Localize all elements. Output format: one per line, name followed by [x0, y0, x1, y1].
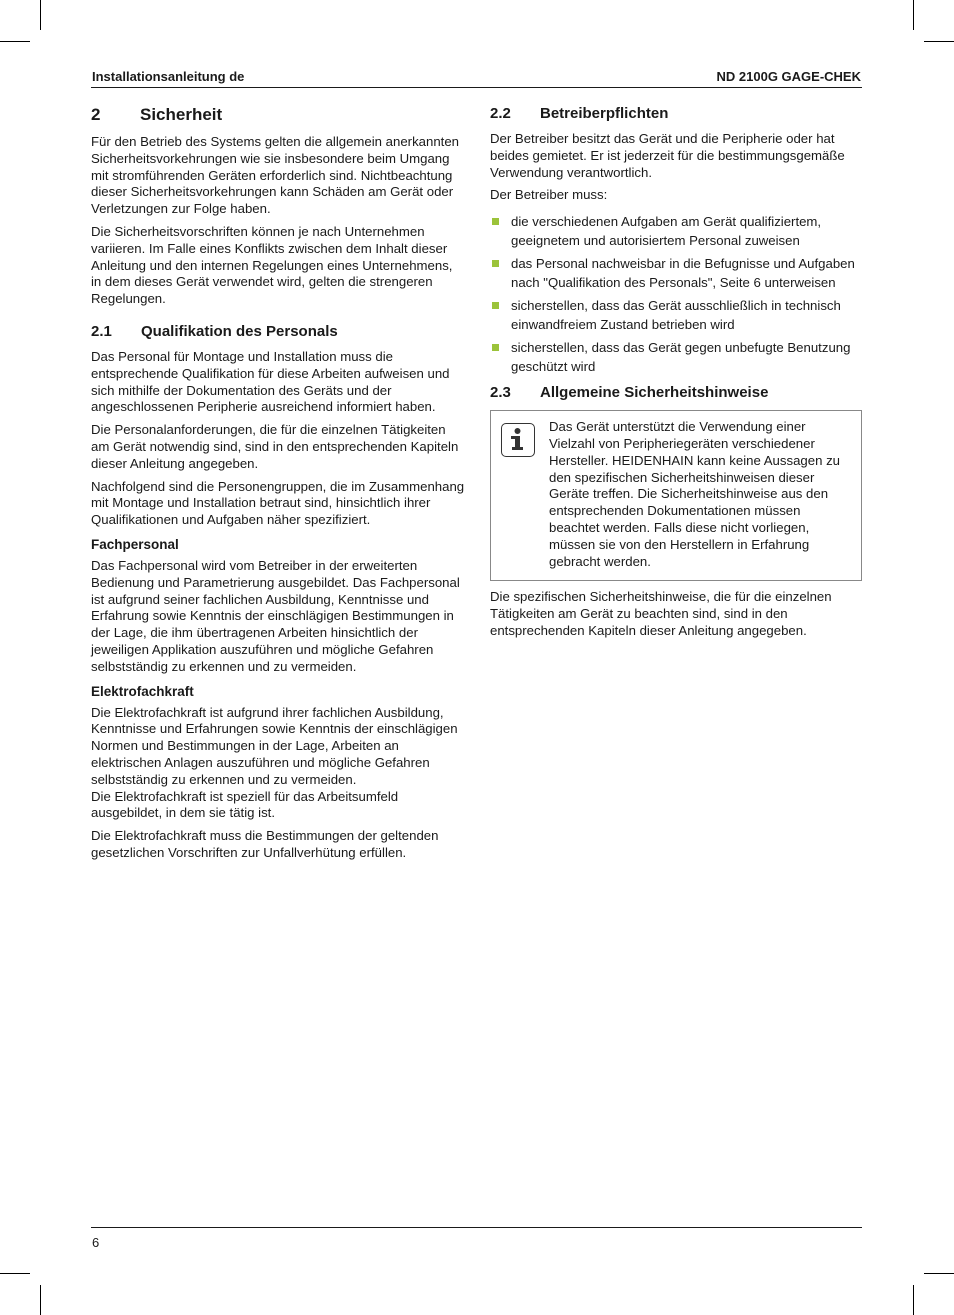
bullet-list	[490, 212, 862, 376]
bullet-square-icon	[492, 260, 499, 267]
subsection-number: 2.1	[91, 322, 112, 340]
left-column	[91, 105, 466, 868]
list-item	[490, 254, 862, 292]
subsection-heading	[490, 384, 862, 401]
crop-mark	[913, 0, 914, 30]
footer-rule	[91, 1227, 862, 1228]
subsection-heading	[490, 105, 862, 122]
bullet-square-icon	[492, 218, 499, 225]
list-item	[490, 338, 862, 376]
note-text: Das Gerät unterstützt die Verwendung einer Vielzahl von Peripheriegeräten verschiedener Hersteller. HEIDENHAIN kann keine Aussagen zu den spezifischen Sicherheitshinweisen dieser Geräte treffen. Die Sicherheitshinweise aus den entsprechenden Dokumentationen müssen beachtet werden. Falls diese nicht vorliegen, müssen sie von den Herstellern in Erfahrung gebracht werden.	[549, 419, 840, 569]
bullet-square-icon	[492, 302, 499, 309]
paragraph-text: Die Elektrofachkraft ist speziell für das Arbeitsumfeld ausgebildet, in dem sie tätig ist.	[91, 788, 399, 821]
paragraph: Das Personal für Montage und Installation muss die entsprechende Qualifikation für diese Arbeiten aufweisen und sich mithilfe der Dokumentation des Geräts und der angeschlossenen Peripherie ausreichend informiert haben.	[91, 348, 450, 415]
subsection-number: 2.3	[490, 384, 511, 402]
paragraph	[91, 705, 466, 823]
section-title: Sicherheit	[140, 105, 223, 124]
list-item-text: sicherstellen, dass das Gerät ausschließlich in technisch einwandfreiem Zustand betrieben wird	[511, 298, 841, 333]
paragraph-text: Die Elektrofachkraft ist aufgrund ihrer fachlichen Ausbildung, Kenntnisse und Erfahrungen sowie Kenntnis der einschlägigen Normen und Bestimmungen in der Lage, Arbeiten an elektrischen Anlagen auszuführen und mögliche Gefahren selbstständig zu erkennen und zu vermeiden.	[91, 704, 458, 787]
paragraph: Die Personalanforderungen, die für die einzelnen Tätigkeiten am Gerät notwendig sind, sind in den entsprechenden Kapiteln dieser Anleitung angegeben.	[91, 422, 459, 471]
subsection-number: 2.2	[490, 105, 511, 122]
list-item	[490, 212, 862, 250]
paragraph: Der Betreiber besitzt das Gerät und die Peripherie oder hat beides gemietet. Er ist jederzeit für die bestimmungsgemäße Verwendung verantwortlich.	[490, 131, 845, 180]
paragraph: Die Elektrofachkraft muss die Bestimmungen der geltenden gesetzlichen Vorschriften zur Unfallverhütung erfüllen.	[91, 828, 439, 860]
crop-mark	[924, 1273, 954, 1274]
crop-mark	[913, 1285, 914, 1315]
page-number: 6	[92, 1235, 100, 1250]
crop-mark	[924, 41, 954, 42]
list-item-text: das Personal nachweisbar in die Befugnisse und Aufgaben nach "Qualifikation des Personals", Seite 6 unterweisen	[511, 256, 855, 291]
subsection-heading	[91, 323, 466, 340]
header-product-name: ND 2100G GAGE-CHEK	[716, 69, 861, 84]
list-item-text: die verschiedenen Aufgaben am Gerät qualifiziertem, geeignetem und autorisiertem Personal zuweisen	[511, 214, 822, 249]
paragraph: Die spezifischen Sicherheitshinweise, die für die einzelnen Tätigkeiten am Gerät zu beachten sind, sind in den entsprechenden Kapiteln dieser Anleitung angegeben.	[490, 589, 832, 638]
list-item-text: sicherstellen, dass das Gerät gegen unbefugte Benutzung geschützt wird	[511, 340, 851, 375]
minor-heading: Fachpersonal	[91, 536, 179, 552]
paragraph: Die Sicherheitsvorschriften können je nach Unternehmen variieren. Im Falle eines Konflikts zwischen dem Inhalt dieser Anleitung und den internen Regelungen eines Unternehmens, in dem dieses Gerät verwendet wird, gelten die strengeren Regelungen.	[91, 223, 453, 307]
header-doc-title: Installationsanleitung de	[92, 69, 245, 84]
subsection-title: Qualifikation des Personals	[141, 322, 338, 340]
info-icon	[501, 423, 535, 457]
section-heading	[91, 105, 466, 125]
right-column	[490, 105, 862, 646]
subsection-title: Allgemeine Sicherheitshinweise	[540, 384, 769, 402]
crop-mark	[0, 1273, 30, 1274]
header-rule	[91, 87, 862, 88]
crop-mark	[40, 0, 41, 30]
paragraph: Das Fachpersonal wird vom Betreiber in der erweiterten Bedienung und Parametrierung ausgebildet. Das Fachpersonal ist aufgrund seiner fachlichen Ausbildung, Kenntnisse und Erfahrung sowie Kenntnis der einschlägigen Bestimmungen in der Lage, die ihm übertragenen Arbeiten hinsichtlich der jeweiligen Applikation auszuführen und mögliche Gefahren selbstständig zu erkennen und zu vermeiden.	[91, 557, 460, 674]
subsection-title: Betreiberpflichten	[540, 105, 669, 122]
bullet-square-icon	[492, 344, 499, 351]
paragraph: Für den Betrieb des Systems gelten die allgemein anerkannten Sicherheitsvorkehrungen wie sie insbesondere beim Umgang mit stromführenden Geräten erforderlich sind. Nichtbeachtung dieser Sicherheitsvorkehrungen kann Schäden am Gerät oder Verletzungen zur Folge haben.	[91, 134, 460, 217]
list-item	[490, 296, 862, 334]
paragraph: Nachfolgend sind die Personengruppen, die im Zusammenhang mit Montage und Installation betraut sind, hinsichtlich ihrer Qualifikationen und Aufgaben näher spezifiziert.	[91, 478, 465, 528]
minor-heading: Elektrofachkraft	[91, 683, 194, 699]
crop-mark	[0, 41, 30, 42]
crop-mark	[40, 1285, 41, 1315]
paragraph: Der Betreiber muss:	[490, 187, 608, 203]
info-note-box	[490, 410, 862, 581]
section-number: 2	[91, 105, 101, 124]
